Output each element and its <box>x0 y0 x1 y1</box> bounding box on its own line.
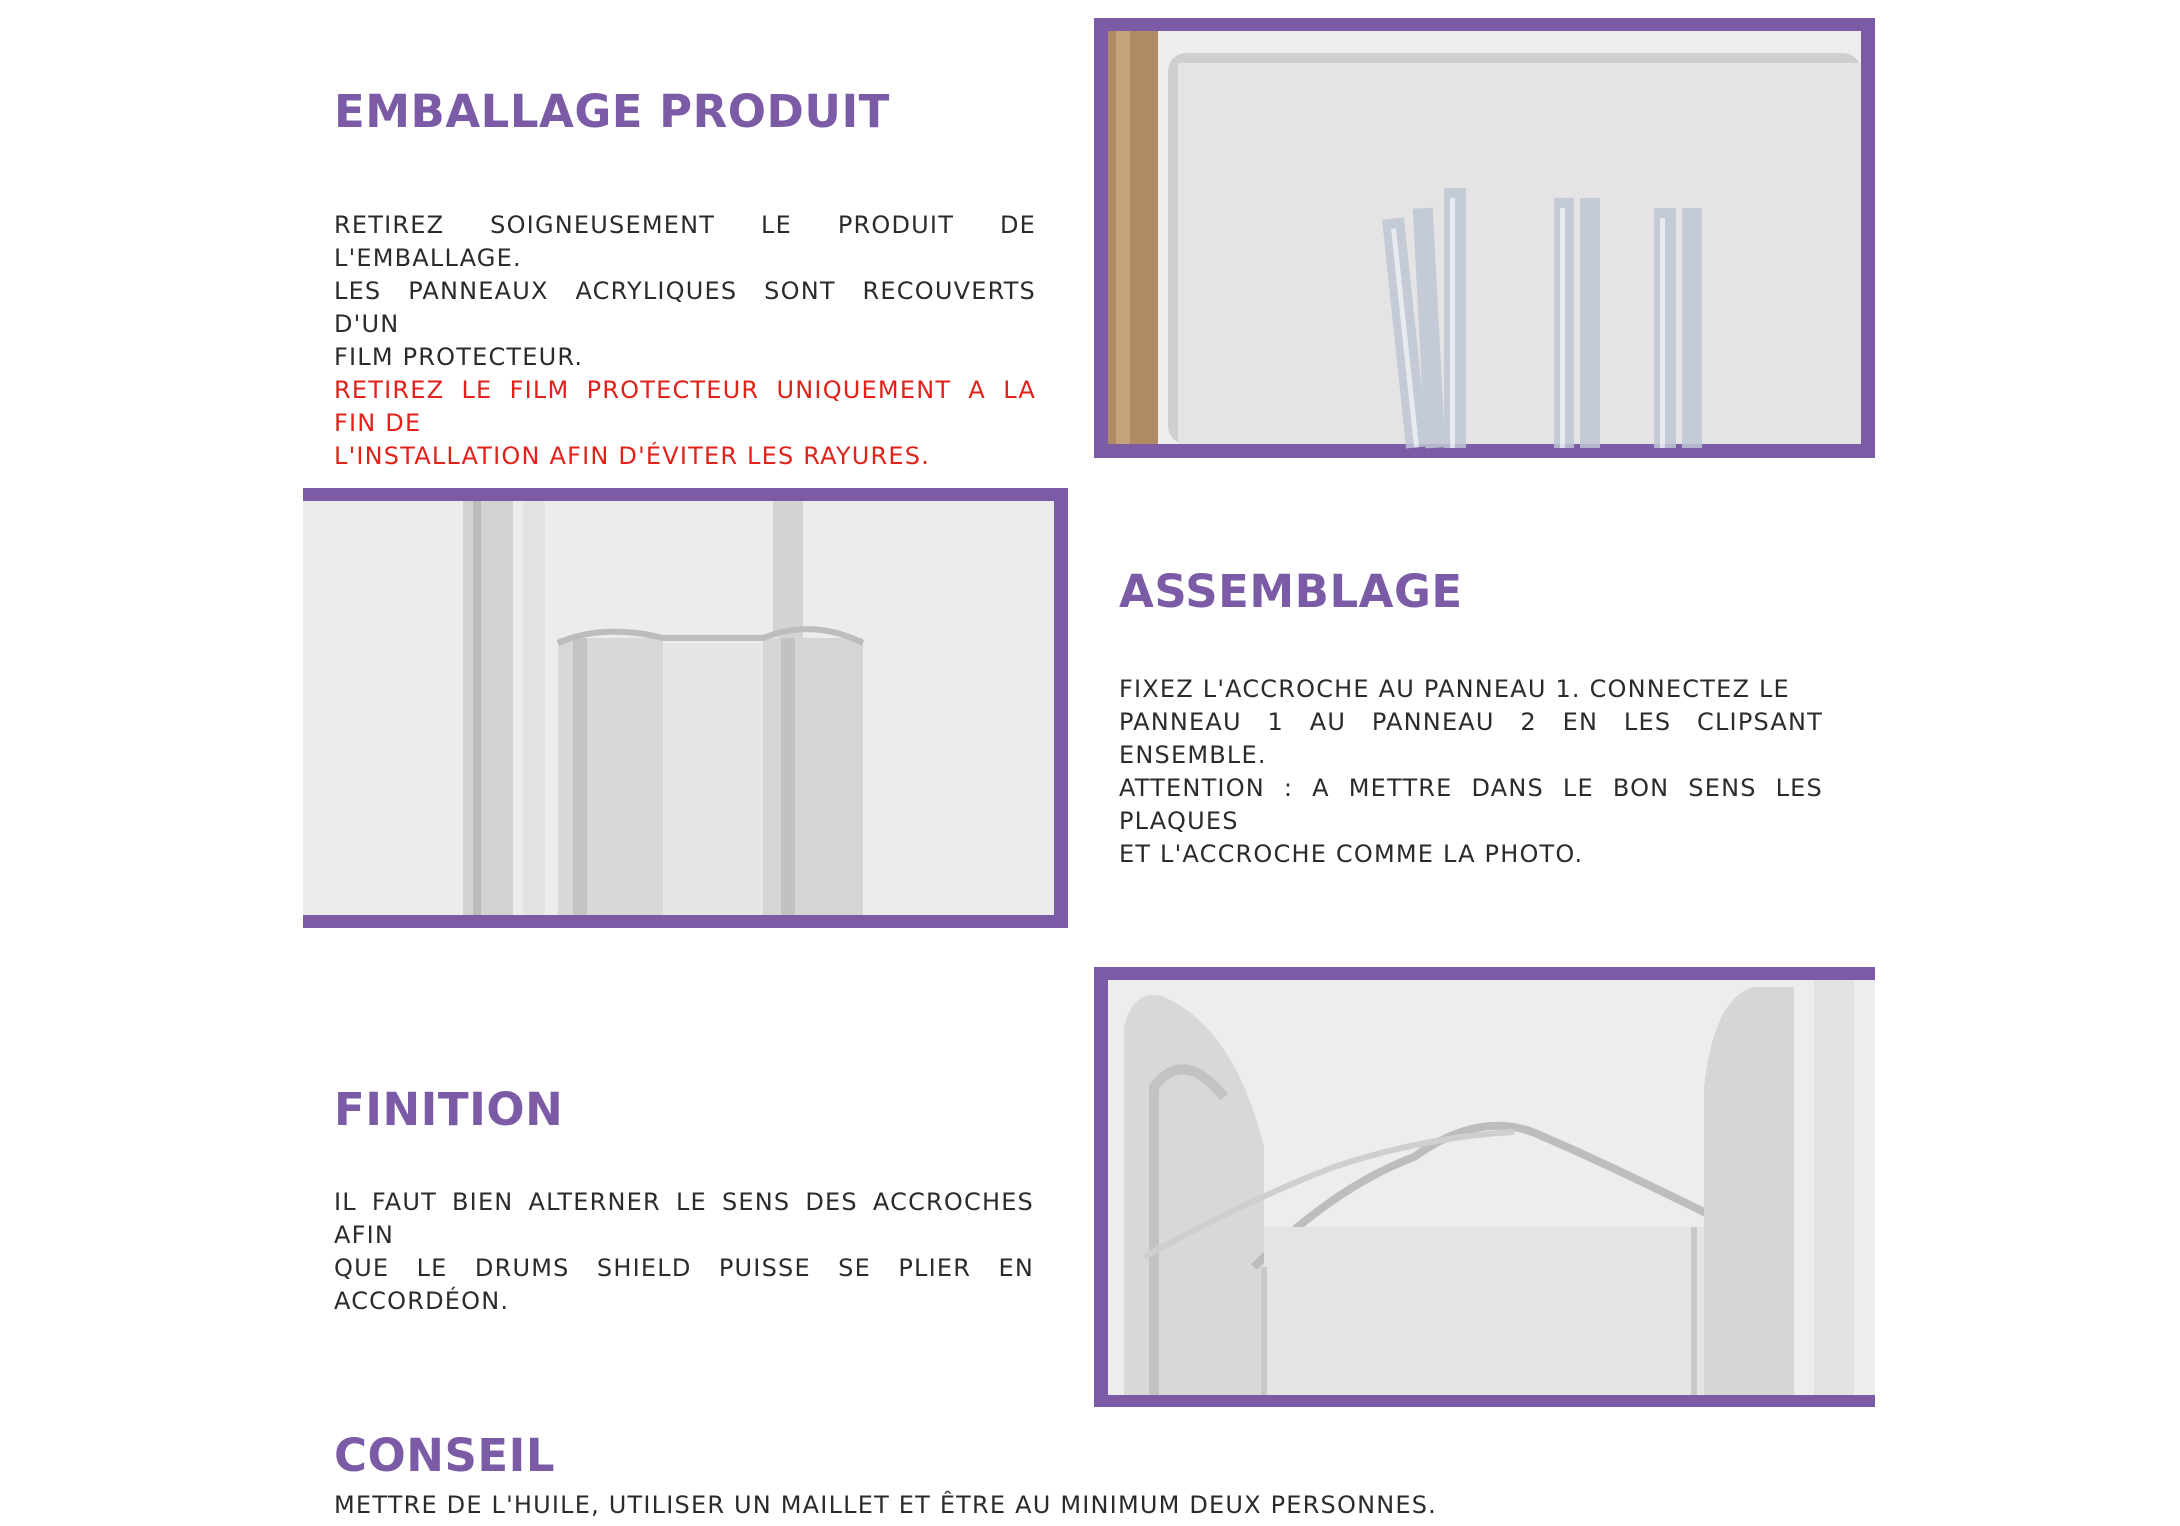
finition-line-2: QUE LE DRUMS SHIELD PUISSE SE PLIER EN ACCORDÉON. <box>334 1254 1034 1315</box>
heading-assemblage: ASSEMBLAGE <box>1119 565 1463 618</box>
photo-packaging <box>1094 18 1875 458</box>
heading-finition: FINITION <box>334 1083 564 1136</box>
finition-text <box>334 1186 1034 1318</box>
photo-finishing <box>1094 967 1875 1407</box>
emballage-text <box>334 209 1036 473</box>
assemblage-line-1: FIXEZ L'ACCROCHE AU PANNEAU 1. CONNECTEZ LE <box>1119 675 1790 703</box>
photo-assembly <box>303 488 1068 928</box>
emballage-line-2: LES PANNEAUX ACRYLIQUES SONT RECOUVERTS D'UN <box>334 277 1036 338</box>
emballage-warning-line-1: RETIREZ LE FILM PROTECTEUR UNIQUEMENT A LA FIN DE <box>334 376 1036 437</box>
heading-emballage-produit: EMBALLAGE PRODUIT <box>334 85 890 138</box>
assemblage-text <box>1119 673 1823 871</box>
conseil-text <box>334 1489 1534 1522</box>
emballage-line-3: FILM PROTECTEUR. <box>334 343 584 371</box>
emballage-line-1: RETIREZ SOIGNEUSEMENT LE PRODUIT DE L'EMBALLAGE. <box>334 211 1036 272</box>
emballage-warning-line-2: L'INSTALLATION AFIN D'ÉVITER LES RAYURES. <box>334 442 931 470</box>
finition-line-1: IL FAUT BIEN ALTERNER LE SENS DES ACCROCHES AFIN <box>334 1188 1034 1249</box>
assemblage-line-4: ET L'ACCROCHE COMME LA PHOTO. <box>1119 840 1584 868</box>
heading-conseil: CONSEIL <box>334 1429 556 1482</box>
assemblage-line-3: ATTENTION : A METTRE DANS LE BON SENS LES PLAQUES <box>1119 774 1823 835</box>
assemblage-line-2: PANNEAU 1 AU PANNEAU 2 EN LES CLIPSANT ENSEMBLE. <box>1119 708 1823 769</box>
conseil-line-1: METTRE DE L'HUILE, UTILISER UN MAILLET ET ÊTRE AU MINIMUM DEUX PERSONNES. <box>334 1491 1438 1519</box>
